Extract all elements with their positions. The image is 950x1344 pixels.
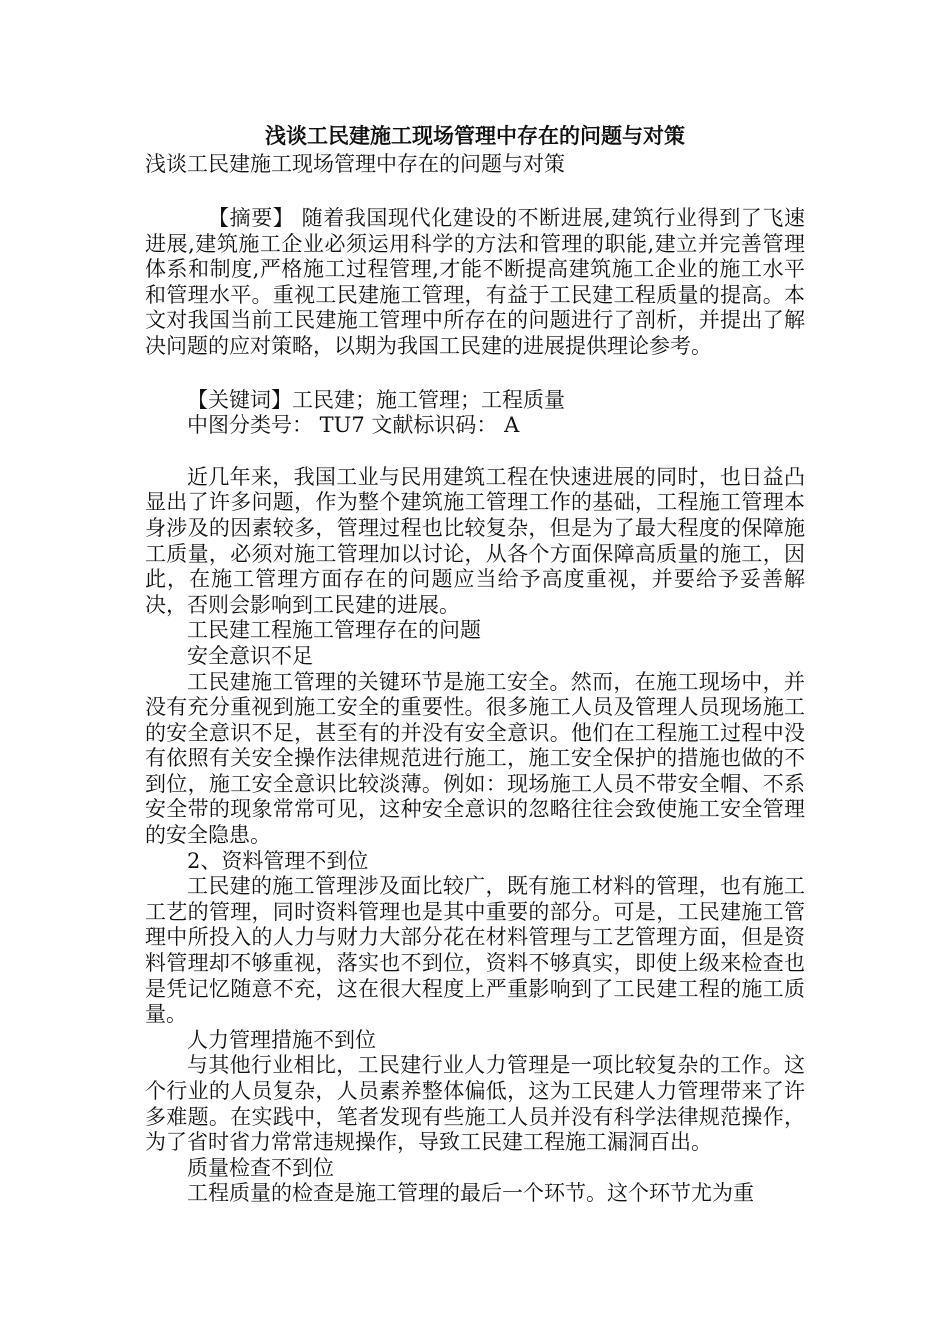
classification-line: 中图分类号： TU7 文献标识码： A: [187, 413, 520, 438]
spacer: [145, 360, 805, 388]
document-title: 浅谈工民建施工现场管理中存在的问题与对策: [265, 123, 685, 148]
spacer: [145, 439, 805, 465]
section-heading: 工民建工程施工管理存在的问题: [187, 618, 481, 643]
abstract-paragraph: 【摘要】 随着我国现代化建设的不断进展,建筑行业得到了飞速进展,建筑施工企业必须运用科学的方法和管理的职能,建立并完善管理体系和制度,严格施工过程管理,才能不断提高建筑施工企业的施工水平和管理水平。重视工民建施工管理，有益于工民建工程质量的提高。本文对我国当前工民建施工管理中所存在的问题进行了剖析，并提出了解决问题的应对策略，以期为我国工民建的进展提供理论参考。: [145, 206, 805, 358]
subsection-heading: 质量检查不到位: [187, 1155, 334, 1180]
subsection-body: 工民建的施工管理涉及面比较广，既有施工材料的管理，也有施工工艺的管理，同时资料管理也是其中重要的部分。可是，工民建施工管理中所投入的人力与财力大部分花在材料管理与工艺管理方面，但是资料管理却不够重视，落实也不到位，资料不够真实，即使上级来检查也是凭记忆随意不充，这在很大程度上严重影响到了工民建工程的施工质量。: [145, 874, 805, 1027]
subsection-body: 工民建施工管理的关键环节是施工安全。然而，在施工现场中，并没有充分重视到施工安全的重要性。很多施工人员及管理人员现场施工的安全意识不足，甚至有的并没有安全意识。他们在工程施工过程中没有依照有关安全操作法律规范进行施工，施工安全保护的措施也做的不到位，施工安全意识比较淡薄。例如：现场施工人员不带安全帽、不系安全带的现象常常可见，这种安全意识的忽略往往会致使施工安全管理的安全隐患。: [145, 669, 805, 848]
subsection-body: 工程质量的检查是施工管理的最后一个环节。这个环节尤为重: [187, 1181, 754, 1206]
subsection-heading: 安全意识不足: [187, 643, 313, 668]
subsection-body: 与其他行业相比，工民建行业人力管理是一项比较复杂的工作。这个行业的人员复杂，人员素养整体偏低，这为工民建人力管理带来了许多难题。在实践中，笔者发现有些施工人员并没有科学法律规范操作，为了省时省力常常违规操作，导致工民建工程施工漏洞百出。: [145, 1053, 805, 1155]
intro-paragraph: 近几年来，我国工业与民用建筑工程在快速进展的同时，也日益凸显出了许多问题，作为整个建筑施工管理工作的基础，工程施工管理本身涉及的因素较多，管理过程也比较复杂，但是为了最大程度的保障施工质量，必须对施工管理加以讨论，从各个方面保障高质量的施工，因此，在施工管理方面存在的问题应当给予高度重视，并要给予妥善解决，否则会影响到工民建的进展。: [145, 464, 805, 617]
spacer: [145, 178, 805, 206]
document-subtitle: 浅谈工民建施工现场管理中存在的问题与对策: [145, 152, 565, 176]
subsection-heading: 2、资料管理不到位: [187, 848, 369, 873]
subsection-heading: 人力管理措施不到位: [187, 1027, 376, 1052]
keywords-line: 【关键词】工民建；施工管理；工程质量: [187, 387, 565, 412]
document-page: [145, 122, 805, 1207]
